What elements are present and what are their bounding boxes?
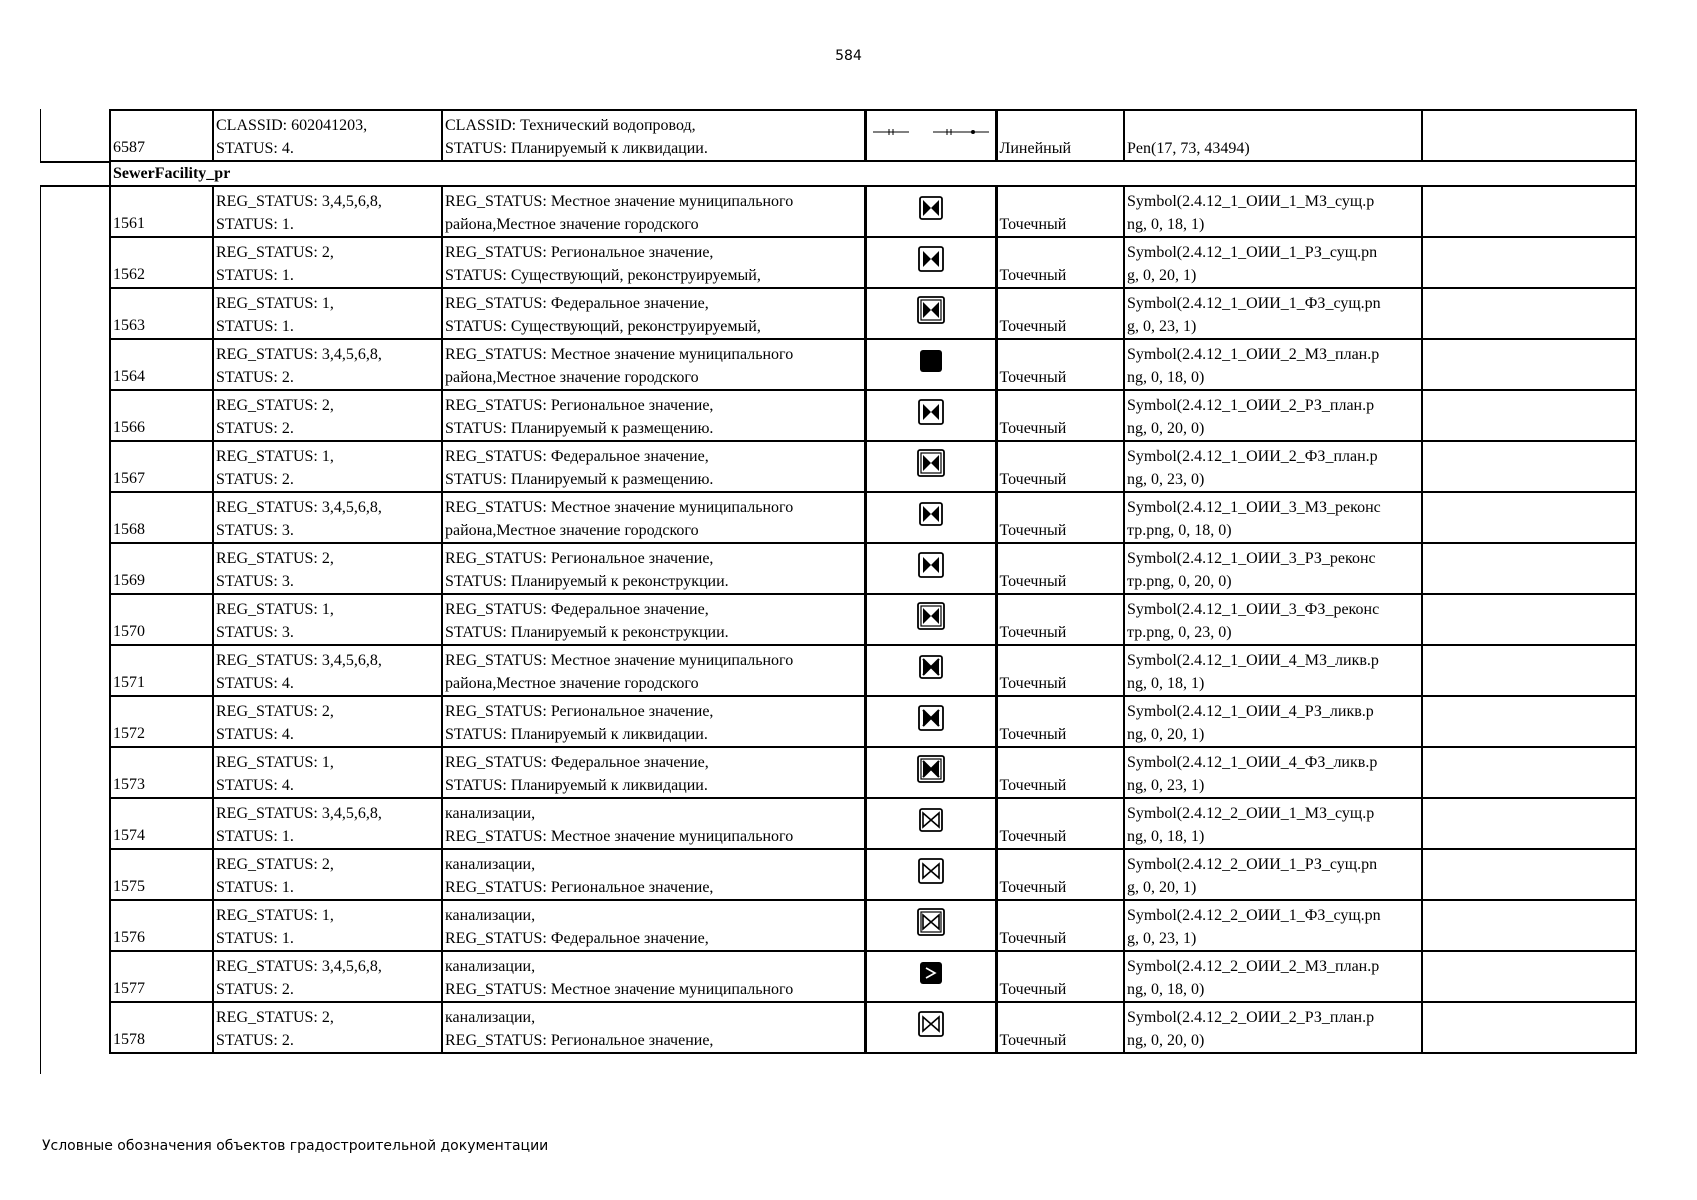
row-id: 1570	[110, 594, 213, 645]
row-type: Точечный	[996, 696, 1124, 747]
table-row	[110, 339, 1636, 390]
bowtie-filled-icon	[911, 188, 951, 228]
table-row	[110, 849, 1636, 900]
row-condition: REG_STATUS: 3,4,5,6,8, STATUS: 1.	[213, 186, 442, 237]
bowtie-filled-icon	[911, 494, 951, 534]
row-style: Pen(17, 73, 43494)	[1124, 110, 1422, 161]
row-condition: REG_STATUS: 2, STATUS: 4.	[213, 696, 442, 747]
bowtie-filled-frame-icon	[911, 392, 951, 432]
table-row	[110, 747, 1636, 798]
row-style: Symbol(2.4.12_2_ОИИ_1_ФЗ_сущ.pn g, 0, 23, 1)	[1124, 900, 1422, 951]
bowtie-crossed-double-frame-icon	[911, 749, 951, 789]
bowtie-crossed-frame-icon	[911, 698, 951, 738]
row-type: Точечный	[996, 645, 1124, 696]
row-style: Symbol(2.4.12_1_ОИИ_4_МЗ_ликв.p ng, 0, 18, 1)	[1124, 645, 1422, 696]
row-style: Symbol(2.4.12_1_ОИИ_3_ФЗ_реконс тр.png, 0, 23, 0)	[1124, 594, 1422, 645]
row-type: Точечный	[996, 1002, 1124, 1053]
row-id: 6587	[110, 110, 213, 161]
row-condition: REG_STATUS: 1, STATUS: 3.	[213, 594, 442, 645]
table-row	[110, 237, 1636, 288]
row-style: Symbol(2.4.12_1_ОИИ_2_МЗ_план.p ng, 0, 18, 0)	[1124, 339, 1422, 390]
table-row	[110, 696, 1636, 747]
row-empty-cell	[1422, 696, 1636, 747]
row-style: Symbol(2.4.12_2_ОИИ_2_РЗ_план.p ng, 0, 20, 0)	[1124, 1002, 1422, 1053]
row-description: REG_STATUS: Региональное значение, STATUS: Планируемый к размещению.	[442, 390, 865, 441]
table-row	[110, 390, 1636, 441]
left-margin-rule-top	[40, 109, 41, 161]
row-style: Symbol(2.4.12_2_ОИИ_2_МЗ_план.p ng, 0, 18, 0)	[1124, 951, 1422, 1002]
row-type: Точечный	[996, 186, 1124, 237]
section-title: SewerFacility_pr	[110, 161, 1636, 186]
row-condition: REG_STATUS: 1, STATUS: 1.	[213, 288, 442, 339]
bowtie-outline-frame-icon	[911, 851, 951, 891]
row-description: REG_STATUS: Федеральное значение, STATUS: Существующий, реконструируемый,	[442, 288, 865, 339]
row-symbol	[865, 186, 996, 237]
row-type: Точечный	[996, 747, 1124, 798]
row-type: Точечный	[996, 594, 1124, 645]
row-description: REG_STATUS: Региональное значение, STATUS: Планируемый к ликвидации.	[442, 696, 865, 747]
row-empty-cell	[1422, 543, 1636, 594]
bowtie-outline-double-frame-icon	[911, 902, 951, 942]
table-row	[110, 951, 1636, 1002]
row-style: Symbol(2.4.12_1_ОИИ_2_ФЗ_план.p ng, 0, 23, 0)	[1124, 441, 1422, 492]
legend-table	[109, 109, 1637, 1054]
row-id: 1562	[110, 237, 213, 288]
row-type: Линейный	[996, 110, 1124, 161]
row-empty-cell	[1422, 186, 1636, 237]
row-symbol	[865, 543, 996, 594]
row-description: канализации, REG_STATUS: Местное значение муниципального	[442, 951, 865, 1002]
row-symbol	[865, 696, 996, 747]
table-row	[110, 594, 1636, 645]
row-id: 1567	[110, 441, 213, 492]
row-symbol	[865, 1002, 996, 1053]
table-row	[110, 288, 1636, 339]
section-left-stub	[40, 161, 110, 163]
row-condition: REG_STATUS: 3,4,5,6,8, STATUS: 4.	[213, 645, 442, 696]
row-empty-cell	[1422, 110, 1636, 161]
row-type: Точечный	[996, 390, 1124, 441]
row-symbol	[865, 288, 996, 339]
left-margin-rule-bottom	[40, 186, 41, 1074]
table-row	[110, 186, 1636, 237]
row-type: Точечный	[996, 849, 1124, 900]
row-id: 1572	[110, 696, 213, 747]
row-symbol	[865, 849, 996, 900]
row-type: Точечный	[996, 441, 1124, 492]
row-style: Symbol(2.4.12_1_ОИИ_3_МЗ_реконс тр.png, 0, 18, 0)	[1124, 492, 1422, 543]
row-condition: REG_STATUS: 2, STATUS: 2.	[213, 390, 442, 441]
row-type: Точечный	[996, 339, 1124, 390]
row-empty-cell	[1422, 339, 1636, 390]
row-empty-cell	[1422, 237, 1636, 288]
row-description: REG_STATUS: Региональное значение, STATUS: Существующий, реконструируемый,	[442, 237, 865, 288]
row-symbol	[865, 339, 996, 390]
row-id: 1569	[110, 543, 213, 594]
row-empty-cell	[1422, 441, 1636, 492]
row-empty-cell	[1422, 798, 1636, 849]
row-description: REG_STATUS: Местное значение муниципального района,Местное значение городского	[442, 645, 865, 696]
row-condition: REG_STATUS: 3,4,5,6,8, STATUS: 2.	[213, 951, 442, 1002]
row-condition: REG_STATUS: 2, STATUS: 1.	[213, 849, 442, 900]
row-id: 1568	[110, 492, 213, 543]
table-row	[110, 798, 1636, 849]
row-description: REG_STATUS: Местное значение муниципального района,Местное значение городского	[442, 339, 865, 390]
table-row	[110, 900, 1636, 951]
row-condition: REG_STATUS: 2, STATUS: 2.	[213, 1002, 442, 1053]
solid-square-icon	[911, 341, 951, 381]
row-type: Точечный	[996, 798, 1124, 849]
page-number: 584	[835, 48, 862, 64]
row-description: REG_STATUS: Федеральное значение, STATUS: Планируемый к размещению.	[442, 441, 865, 492]
bowtie-filled-frame-icon	[911, 239, 951, 279]
row-id: 1563	[110, 288, 213, 339]
row-description: канализации, REG_STATUS: Федеральное значение,	[442, 900, 865, 951]
row-type: Точечный	[996, 900, 1124, 951]
row-style: Symbol(2.4.12_1_ОИИ_4_ФЗ_ликв.p ng, 0, 23, 1)	[1124, 747, 1422, 798]
row-description: REG_STATUS: Местное значение муниципального района,Местное значение городского	[442, 186, 865, 237]
row-id: 1566	[110, 390, 213, 441]
row-empty-cell	[1422, 747, 1636, 798]
row-id: 1576	[110, 900, 213, 951]
row-symbol	[865, 441, 996, 492]
row-symbol	[865, 237, 996, 288]
bowtie-filled-frame-icon	[911, 545, 951, 585]
row-condition: REG_STATUS: 1, STATUS: 2.	[213, 441, 442, 492]
section-header-row	[110, 161, 1636, 186]
row-symbol	[865, 900, 996, 951]
row-condition: REG_STATUS: 3,4,5,6,8, STATUS: 1.	[213, 798, 442, 849]
row-id: 1574	[110, 798, 213, 849]
row-id: 1573	[110, 747, 213, 798]
row-empty-cell	[1422, 951, 1636, 1002]
row-description: REG_STATUS: Местное значение муниципального района,Местное значение городского	[442, 492, 865, 543]
row-style: Symbol(2.4.12_1_ОИИ_3_РЗ_реконс тр.png, 0, 20, 0)	[1124, 543, 1422, 594]
row-type: Точечный	[996, 951, 1124, 1002]
section-left-stub-bottom	[40, 185, 110, 187]
table-row	[110, 492, 1636, 543]
row-symbol	[865, 594, 996, 645]
table-row	[110, 543, 1636, 594]
row-style: Symbol(2.4.12_1_ОИИ_1_РЗ_сущ.pn g, 0, 20, 1)	[1124, 237, 1422, 288]
row-id: 1578	[110, 1002, 213, 1053]
row-symbol	[865, 390, 996, 441]
row-style: Symbol(2.4.12_1_ОИИ_1_МЗ_сущ.p ng, 0, 18, 1)	[1124, 186, 1422, 237]
row-description: REG_STATUS: Федеральное значение, STATUS: Планируемый к ликвидации.	[442, 747, 865, 798]
row-style: Symbol(2.4.12_2_ОИИ_1_МЗ_сущ.p ng, 0, 18, 1)	[1124, 798, 1422, 849]
row-type: Точечный	[996, 543, 1124, 594]
bowtie-crossed-icon	[911, 647, 951, 687]
row-style: Symbol(2.4.12_1_ОИИ_4_РЗ_ликв.p ng, 0, 20, 1)	[1124, 696, 1422, 747]
row-symbol	[865, 645, 996, 696]
row-description: канализации, REG_STATUS: Местное значение муниципального	[442, 798, 865, 849]
row-empty-cell	[1422, 594, 1636, 645]
row-empty-cell	[1422, 492, 1636, 543]
row-style: Symbol(2.4.12_1_ОИИ_1_ФЗ_сущ.pn g, 0, 23, 1)	[1124, 288, 1422, 339]
row-condition: REG_STATUS: 2, STATUS: 1.	[213, 237, 442, 288]
bowtie-filled-double-frame-icon	[911, 596, 951, 636]
bowtie-outline-frame-icon	[911, 1004, 951, 1044]
row-condition: REG_STATUS: 3,4,5,6,8, STATUS: 3.	[213, 492, 442, 543]
row-description: канализации, REG_STATUS: Региональное значение,	[442, 849, 865, 900]
row-empty-cell	[1422, 1002, 1636, 1053]
bowtie-filled-double-frame-icon	[911, 290, 951, 330]
row-condition: REG_STATUS: 1, STATUS: 1.	[213, 900, 442, 951]
row-id: 1561	[110, 186, 213, 237]
pipeline-line-symbol-icon	[869, 117, 993, 147]
row-description: канализации, REG_STATUS: Региональное значение,	[442, 1002, 865, 1053]
bowtie-filled-double-frame-icon	[911, 443, 951, 483]
row-condition: REG_STATUS: 3,4,5,6,8, STATUS: 2.	[213, 339, 442, 390]
row-style: Symbol(2.4.12_1_ОИИ_2_РЗ_план.p ng, 0, 20, 0)	[1124, 390, 1422, 441]
table-row	[110, 441, 1636, 492]
row-symbol	[865, 798, 996, 849]
table-row	[110, 645, 1636, 696]
row-symbol	[865, 110, 996, 161]
bowtie-outline-icon	[911, 800, 951, 840]
row-style: Symbol(2.4.12_2_ОИИ_1_РЗ_сущ.pn g, 0, 20, 1)	[1124, 849, 1422, 900]
page-footer: Условные обозначения объектов градостроительной документации	[42, 1138, 549, 1154]
table-row	[110, 110, 1636, 161]
row-empty-cell	[1422, 849, 1636, 900]
row-empty-cell	[1422, 900, 1636, 951]
row-condition: CLASSID: 602041203, STATUS: 4.	[213, 110, 442, 161]
row-type: Точечный	[996, 237, 1124, 288]
row-type: Точечный	[996, 492, 1124, 543]
row-symbol	[865, 492, 996, 543]
row-empty-cell	[1422, 390, 1636, 441]
row-condition: REG_STATUS: 1, STATUS: 4.	[213, 747, 442, 798]
row-symbol	[865, 747, 996, 798]
row-id: 1577	[110, 951, 213, 1002]
row-condition: REG_STATUS: 2, STATUS: 3.	[213, 543, 442, 594]
row-empty-cell	[1422, 288, 1636, 339]
row-type: Точечный	[996, 288, 1124, 339]
row-symbol	[865, 951, 996, 1002]
table-row	[110, 1002, 1636, 1053]
solid-square-arrow-icon	[911, 953, 951, 993]
row-description: CLASSID: Технический водопровод, STATUS: Планируемый к ликвидации.	[442, 110, 865, 161]
row-description: REG_STATUS: Федеральное значение, STATUS: Планируемый к реконструкции.	[442, 594, 865, 645]
row-empty-cell	[1422, 645, 1636, 696]
row-id: 1575	[110, 849, 213, 900]
row-id: 1564	[110, 339, 213, 390]
row-description: REG_STATUS: Региональное значение, STATUS: Планируемый к реконструкции.	[442, 543, 865, 594]
row-id: 1571	[110, 645, 213, 696]
